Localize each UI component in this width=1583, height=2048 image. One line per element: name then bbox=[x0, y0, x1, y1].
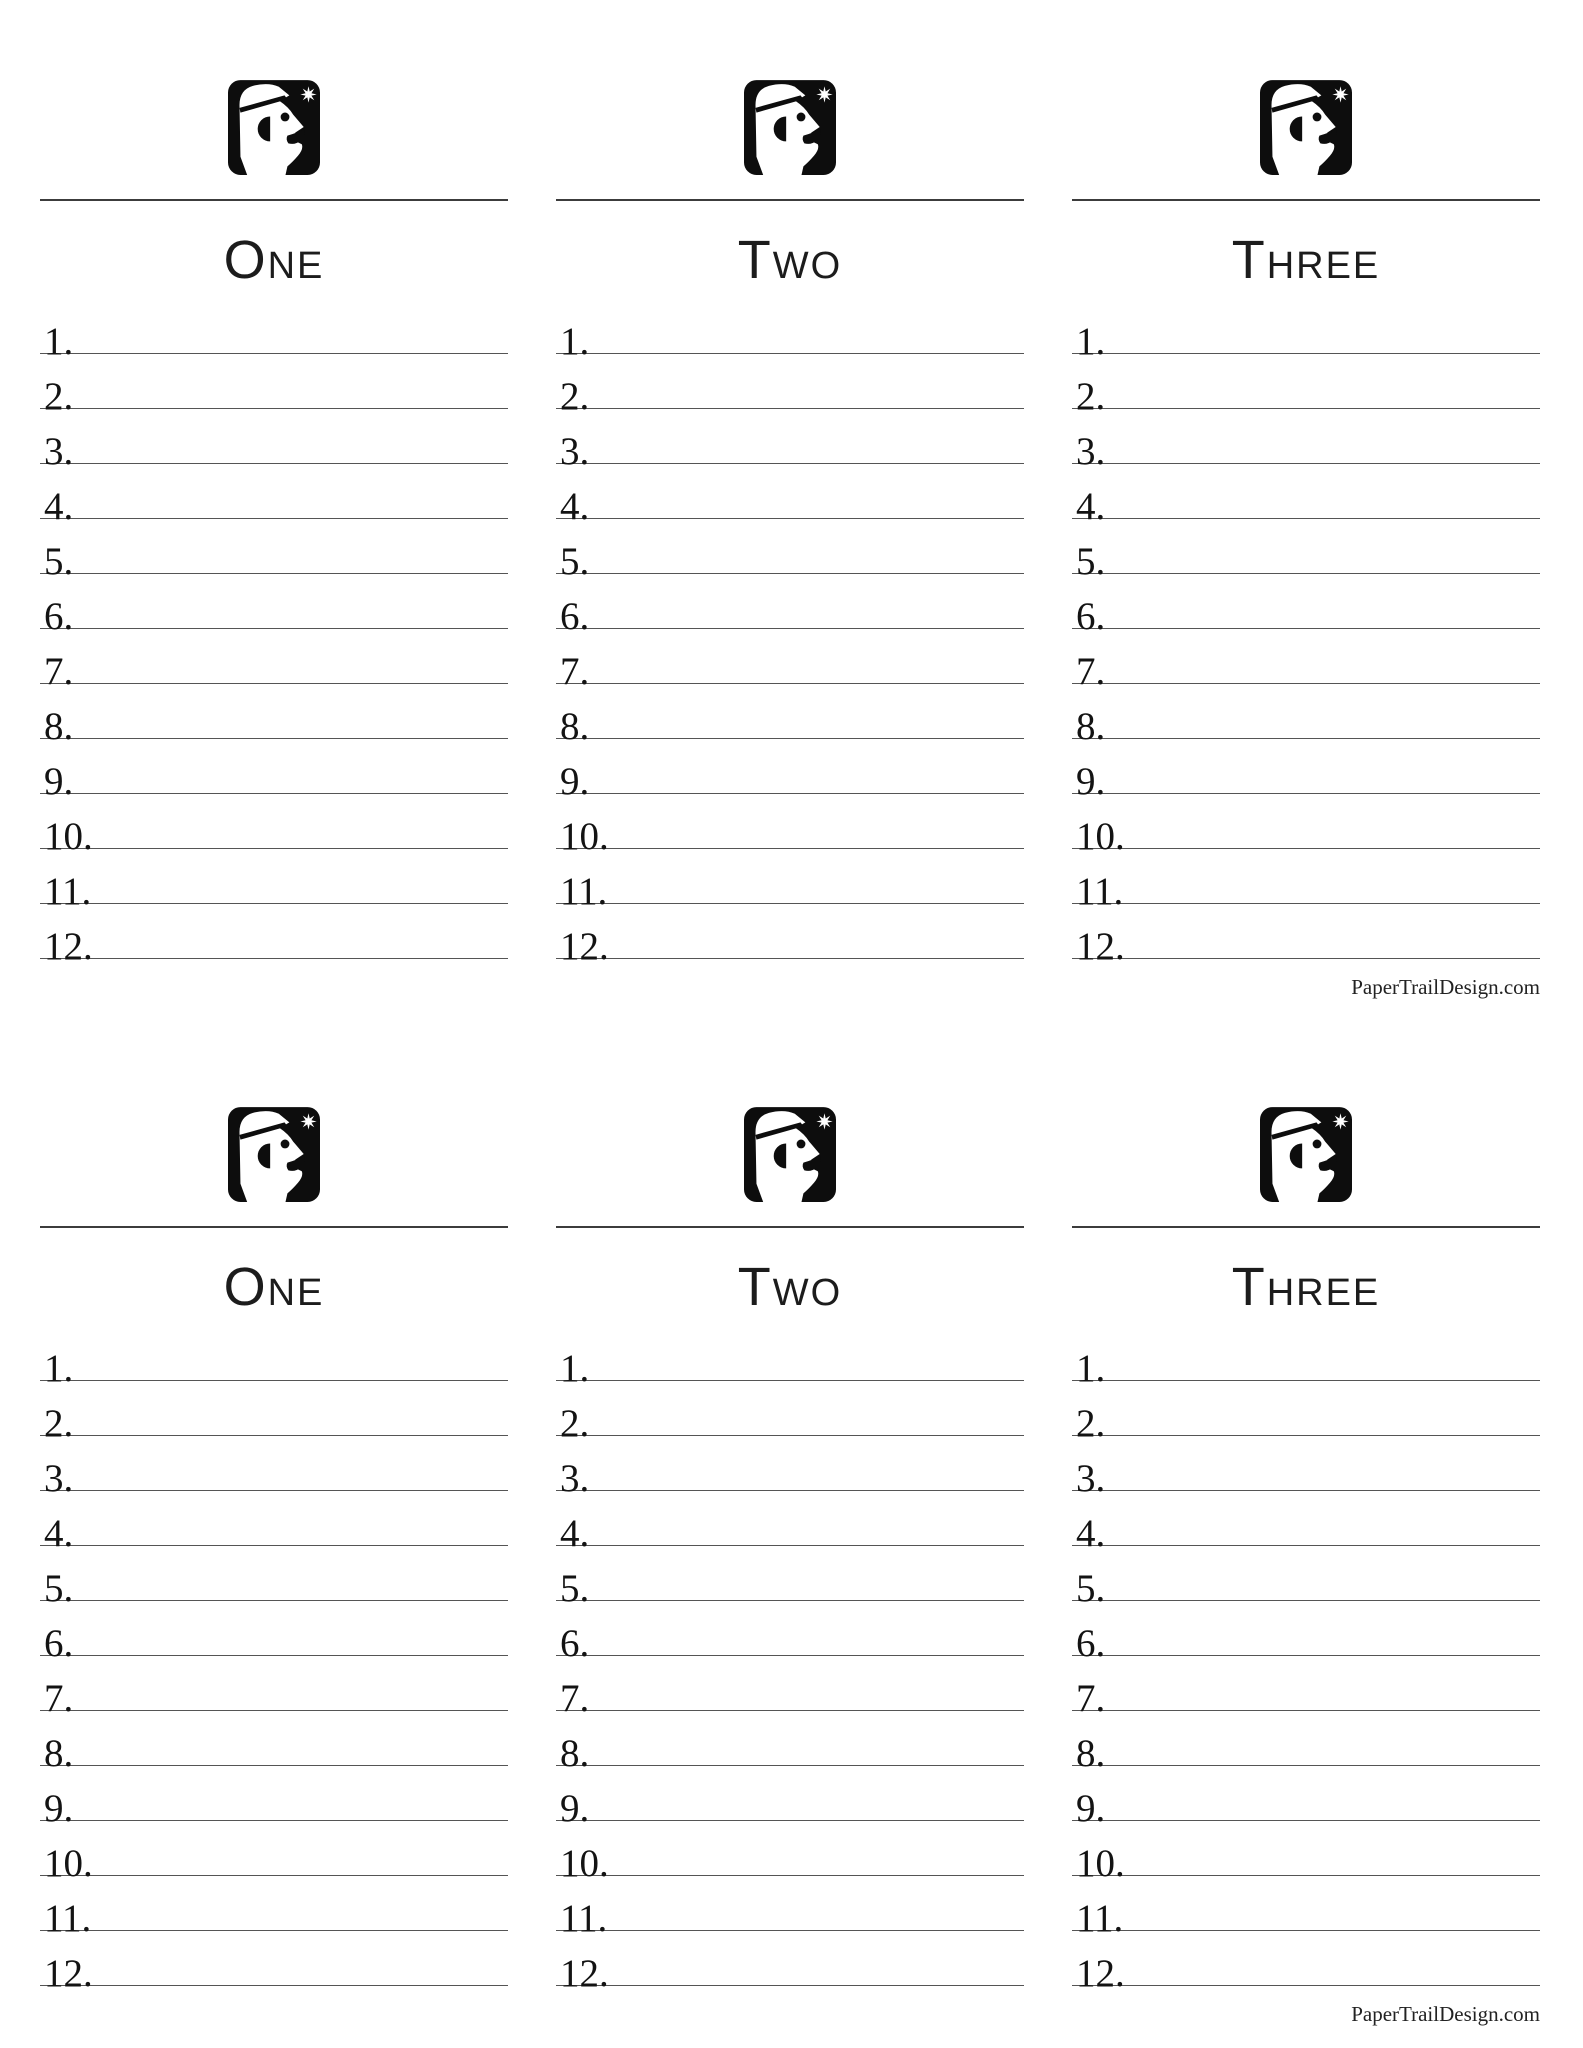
list-line bbox=[40, 1931, 508, 1995]
list-line bbox=[40, 1601, 508, 1665]
line-number: 4. bbox=[560, 485, 590, 528]
list-line bbox=[556, 1326, 1024, 1390]
list-line bbox=[40, 1546, 508, 1610]
face-profile-logo-icon bbox=[1260, 1107, 1352, 1202]
list-line bbox=[40, 519, 508, 583]
list-line bbox=[1072, 1821, 1540, 1885]
line-number: 5. bbox=[1076, 1567, 1106, 1610]
face-profile-logo-icon bbox=[228, 80, 320, 175]
line-number: 8. bbox=[1076, 1732, 1106, 1775]
watermark-row bbox=[40, 975, 1540, 999]
logo-wrap bbox=[556, 1107, 1024, 1202]
line-number: 2. bbox=[560, 1402, 590, 1445]
line-number: 10. bbox=[44, 1842, 93, 1885]
list-line bbox=[1072, 794, 1540, 858]
list-line bbox=[40, 1821, 508, 1885]
line-number: 6. bbox=[44, 1622, 74, 1665]
line-number: 12. bbox=[44, 1952, 93, 1995]
list-line bbox=[1072, 629, 1540, 693]
line-number: 1. bbox=[1076, 1347, 1106, 1390]
line-number: 1. bbox=[560, 1347, 590, 1390]
list-line bbox=[556, 574, 1024, 638]
list-line bbox=[40, 684, 508, 748]
line-number: 10. bbox=[560, 1842, 609, 1885]
line-number: 8. bbox=[1076, 705, 1106, 748]
face-profile-logo-icon bbox=[744, 1107, 836, 1202]
line-number: 10. bbox=[560, 815, 609, 858]
line-number: 10. bbox=[44, 815, 93, 858]
list-line bbox=[556, 629, 1024, 693]
line-number: 2. bbox=[44, 375, 74, 418]
list-line bbox=[1072, 299, 1540, 363]
line-number: 11. bbox=[560, 870, 608, 913]
line-number: 7. bbox=[560, 1677, 590, 1720]
logo-wrap bbox=[1072, 80, 1540, 175]
line-number: 5. bbox=[44, 1567, 74, 1610]
list-line bbox=[40, 629, 508, 693]
header-divider bbox=[1072, 1226, 1540, 1228]
line-number: 2. bbox=[1076, 1402, 1106, 1445]
list-line bbox=[556, 1766, 1024, 1830]
header-divider bbox=[40, 199, 508, 201]
list-line bbox=[1072, 1931, 1540, 1995]
column-three bbox=[1072, 80, 1540, 968]
column-one bbox=[40, 80, 508, 968]
sheet-top bbox=[0, 0, 1583, 999]
line-number: 7. bbox=[44, 1677, 74, 1720]
list-line bbox=[556, 1381, 1024, 1445]
line-number: 9. bbox=[1076, 1787, 1106, 1830]
column-title: Three bbox=[1231, 1257, 1381, 1317]
line-number: 1. bbox=[560, 320, 590, 363]
face-profile-logo-icon bbox=[744, 80, 836, 175]
list-line bbox=[556, 1656, 1024, 1720]
line-number: 9. bbox=[1076, 760, 1106, 803]
list-line bbox=[1072, 464, 1540, 528]
line-number: 3. bbox=[1076, 430, 1106, 473]
list-line bbox=[40, 1711, 508, 1775]
line-number: 6. bbox=[560, 595, 590, 638]
line-number: 11. bbox=[1076, 1897, 1124, 1940]
list-line bbox=[40, 1381, 508, 1445]
header-divider bbox=[1072, 199, 1540, 201]
line-number: 4. bbox=[560, 1512, 590, 1555]
line-number: 5. bbox=[44, 540, 74, 583]
line-number: 10. bbox=[1076, 1842, 1125, 1885]
list-line bbox=[1072, 1491, 1540, 1555]
list-line bbox=[556, 409, 1024, 473]
header-divider bbox=[40, 1226, 508, 1228]
logo-wrap bbox=[1072, 1107, 1540, 1202]
line-number: 9. bbox=[560, 1787, 590, 1830]
numbered-lines bbox=[1072, 299, 1540, 968]
list-line bbox=[40, 739, 508, 803]
line-number: 1. bbox=[44, 1347, 74, 1390]
list-line bbox=[556, 849, 1024, 913]
columns-top bbox=[40, 80, 1540, 968]
line-number: 8. bbox=[560, 1732, 590, 1775]
list-line bbox=[40, 354, 508, 418]
logo-wrap bbox=[556, 80, 1024, 175]
list-line bbox=[1072, 684, 1540, 748]
line-number: 4. bbox=[44, 1512, 74, 1555]
watermark-text: PaperTrailDesign.com bbox=[1351, 2002, 1540, 2026]
line-number: 11. bbox=[44, 870, 92, 913]
list-line bbox=[1072, 1656, 1540, 1720]
list-line bbox=[40, 409, 508, 473]
line-number: 1. bbox=[1076, 320, 1106, 363]
list-line bbox=[556, 1821, 1024, 1885]
list-line bbox=[556, 1491, 1024, 1555]
line-number: 3. bbox=[560, 430, 590, 473]
line-number: 3. bbox=[560, 1457, 590, 1500]
list-line bbox=[40, 299, 508, 363]
list-line bbox=[556, 684, 1024, 748]
line-number: 3. bbox=[44, 430, 74, 473]
list-line bbox=[40, 574, 508, 638]
line-number: 9. bbox=[44, 1787, 74, 1830]
list-line bbox=[40, 1656, 508, 1720]
list-line bbox=[1072, 519, 1540, 583]
column-title: One bbox=[223, 1257, 325, 1317]
list-line bbox=[1072, 849, 1540, 913]
numbered-lines bbox=[556, 1326, 1024, 1995]
line-number: 12. bbox=[560, 1952, 609, 1995]
line-number: 8. bbox=[560, 705, 590, 748]
list-line bbox=[40, 1491, 508, 1555]
column-two bbox=[556, 1107, 1024, 1995]
line-number: 11. bbox=[560, 1897, 608, 1940]
line-number: 12. bbox=[560, 925, 609, 968]
watermark-text: PaperTrailDesign.com bbox=[1351, 975, 1540, 999]
numbered-lines bbox=[40, 1326, 508, 1995]
list-line bbox=[1072, 574, 1540, 638]
list-line bbox=[1072, 1601, 1540, 1665]
list-line bbox=[556, 354, 1024, 418]
list-line bbox=[556, 1876, 1024, 1940]
logo-wrap bbox=[40, 80, 508, 175]
line-number: 9. bbox=[44, 760, 74, 803]
column-title: Two bbox=[737, 230, 843, 290]
line-number: 7. bbox=[44, 650, 74, 693]
list-line bbox=[556, 1546, 1024, 1610]
list-line bbox=[40, 1876, 508, 1940]
column-one bbox=[40, 1107, 508, 1995]
line-number: 11. bbox=[1076, 870, 1124, 913]
line-number: 12. bbox=[44, 925, 93, 968]
line-number: 5. bbox=[560, 540, 590, 583]
sheet-bottom bbox=[0, 999, 1583, 2026]
line-number: 4. bbox=[1076, 485, 1106, 528]
list-line bbox=[40, 794, 508, 858]
face-profile-logo-icon bbox=[228, 1107, 320, 1202]
list-line bbox=[1072, 1381, 1540, 1445]
line-number: 8. bbox=[44, 1732, 74, 1775]
list-line bbox=[556, 794, 1024, 858]
list-line bbox=[556, 1711, 1024, 1775]
list-line bbox=[1072, 1711, 1540, 1775]
list-line bbox=[556, 1436, 1024, 1500]
line-number: 7. bbox=[1076, 1677, 1106, 1720]
face-profile-logo-icon bbox=[1260, 80, 1352, 175]
list-line bbox=[1072, 1436, 1540, 1500]
list-line bbox=[1072, 1326, 1540, 1390]
columns-bottom bbox=[40, 1107, 1540, 1995]
line-number: 8. bbox=[44, 705, 74, 748]
line-number: 5. bbox=[560, 1567, 590, 1610]
line-number: 12. bbox=[1076, 1952, 1125, 1995]
column-three bbox=[1072, 1107, 1540, 1995]
line-number: 5. bbox=[1076, 540, 1106, 583]
watermark-row bbox=[40, 2002, 1540, 2026]
line-number: 1. bbox=[44, 320, 74, 363]
line-number: 4. bbox=[1076, 1512, 1106, 1555]
line-number: 10. bbox=[1076, 815, 1125, 858]
list-line bbox=[556, 464, 1024, 528]
column-title: One bbox=[223, 230, 325, 290]
header-divider bbox=[556, 1226, 1024, 1228]
list-line bbox=[40, 904, 508, 968]
line-number: 3. bbox=[44, 1457, 74, 1500]
list-line bbox=[40, 849, 508, 913]
list-line bbox=[1072, 409, 1540, 473]
list-line bbox=[556, 1931, 1024, 1995]
numbered-lines bbox=[40, 299, 508, 968]
line-number: 11. bbox=[44, 1897, 92, 1940]
list-line bbox=[1072, 1876, 1540, 1940]
line-number: 7. bbox=[1076, 650, 1106, 693]
line-number: 12. bbox=[1076, 925, 1125, 968]
logo-wrap bbox=[40, 1107, 508, 1202]
list-line bbox=[1072, 1546, 1540, 1610]
column-title: Two bbox=[737, 1257, 843, 1317]
line-number: 6. bbox=[1076, 1622, 1106, 1665]
list-line bbox=[40, 1326, 508, 1390]
list-line bbox=[556, 299, 1024, 363]
list-line bbox=[1072, 739, 1540, 803]
list-line bbox=[556, 1601, 1024, 1665]
list-line bbox=[40, 464, 508, 528]
line-number: 2. bbox=[44, 1402, 74, 1445]
line-number: 7. bbox=[560, 650, 590, 693]
header-divider bbox=[556, 199, 1024, 201]
line-number: 6. bbox=[1076, 595, 1106, 638]
line-number: 9. bbox=[560, 760, 590, 803]
numbered-lines bbox=[556, 299, 1024, 968]
line-number: 2. bbox=[1076, 375, 1106, 418]
line-number: 2. bbox=[560, 375, 590, 418]
column-title: Three bbox=[1231, 230, 1381, 290]
list-line bbox=[1072, 904, 1540, 968]
line-number: 4. bbox=[44, 485, 74, 528]
line-number: 6. bbox=[560, 1622, 590, 1665]
numbered-lines bbox=[1072, 1326, 1540, 1995]
list-line bbox=[556, 904, 1024, 968]
list-line bbox=[40, 1436, 508, 1500]
list-line bbox=[40, 1766, 508, 1830]
line-number: 6. bbox=[44, 595, 74, 638]
list-line bbox=[556, 519, 1024, 583]
line-number: 3. bbox=[1076, 1457, 1106, 1500]
list-line bbox=[1072, 1766, 1540, 1830]
list-line bbox=[1072, 354, 1540, 418]
column-two bbox=[556, 80, 1024, 968]
list-line bbox=[556, 739, 1024, 803]
